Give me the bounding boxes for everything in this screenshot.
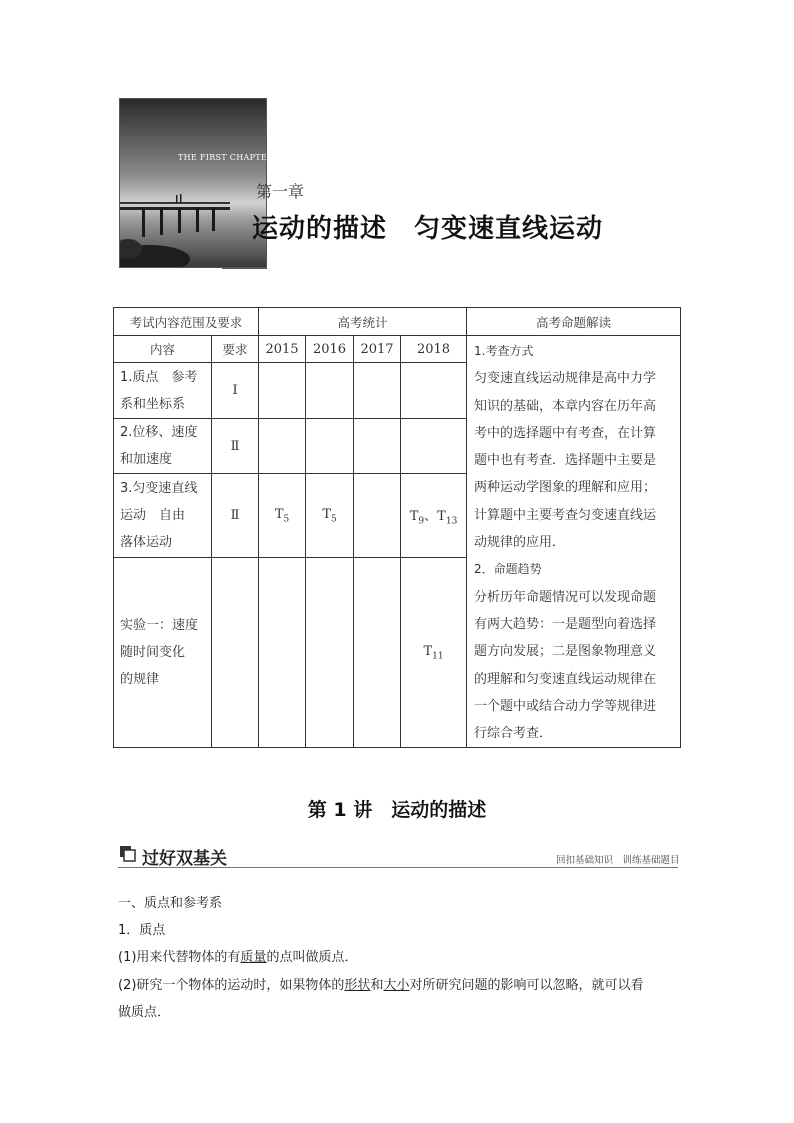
paragraph-2: (2)研究一个物体的运动时，如果物体的形状和大小对所研究问题的影响可以忽略，就可以看 [118,978,644,993]
exam-overview-table [113,307,681,748]
header-interpretation: 高考命题解读 [467,308,681,336]
paragraph-1: (1)用来代替物体的有质量的点叫做质点． [118,950,358,965]
cell-2015 [259,558,306,748]
interp-line: 行综合考查． [474,726,553,742]
chapter-cover-photo [119,98,267,268]
interp-line: 匀变速直线运动规律是高中力学 [474,371,657,387]
heading-quality-point: 1．质点 [118,923,166,938]
cell-2018 [401,418,467,474]
cell-2015: $T_5$ [259,474,306,558]
content-line: 1.质点 参考 [120,369,198,385]
interp-line: 计算题中主要考查匀变速直线运 [474,507,657,523]
interp-line: 一个题中或结合动力学等规律进 [474,698,657,714]
chapter-title: 运动的描述 匀变速直线运动 [252,214,604,244]
interp-line: 题中也有考查．选择题中主要是 [474,453,657,469]
cell-2017 [354,558,401,748]
interp-line: 动规律的应用． [474,535,566,551]
year-2017: 2017 [354,336,401,363]
section-title: 过好双基关 [142,849,227,869]
content-line: 随时间变化 [120,645,186,661]
content-line: 2.位移、速度 [120,425,198,441]
cell-2016 [306,558,354,748]
content-line: 落体运动 [120,535,173,551]
interp-line: 1.考查方式 [474,344,534,358]
interp-line: 考中的选择题中有考查，在计算 [474,425,657,441]
interp-line: 2．命题趋势 [474,562,542,577]
cell-2015 [259,418,306,474]
row-content [114,558,212,748]
interp-line: 题方向发展；二是图象物理意义 [474,644,657,660]
lecture-title: 第 1 讲 运动的描述 [307,799,487,821]
cell-2016: $T_5$ [306,474,354,558]
row-content [114,363,212,419]
interp-line: 知识的基础，本章内容在历年高 [474,398,657,414]
paragraph-2-continued: 做质点． [118,1005,171,1020]
cell-2017 [354,418,401,474]
year-2015: 2015 [259,336,306,363]
content-line: 3.匀变速直线 [120,481,198,497]
cell-2018: $T_9$、$T_{13}$ [401,474,467,558]
chapter-label: 第一章 [256,182,305,201]
interpretation-cell [467,336,681,748]
cell-2017 [354,474,401,558]
section-divider [118,867,678,868]
section-subtitle: 回扣基础知识 训练基础题目 [556,855,680,866]
row-requirement: Ⅱ [212,418,259,474]
heading-quality-point-reference: 一、质点和参考系 [118,896,223,911]
header-stats: 高考统计 [259,308,467,336]
row-requirement [212,558,259,748]
subheader-requirement: 要求 [212,336,259,363]
content-line: 实验一：速度 [120,618,199,634]
row-content [114,474,212,558]
photo-caption: THE FIRST CHAPTER [178,153,274,162]
interp-line: 有两大趋势：一是题型向着选择 [474,616,657,632]
cell-2017 [354,363,401,419]
content-line: 系和坐标系 [120,396,186,412]
cell-2015 [259,363,306,419]
cell-2016 [306,418,354,474]
subheader-content: 内容 [114,336,212,363]
row-content [114,418,212,474]
interp-line: 分析历年命题情况可以发现命题 [474,589,657,605]
section-square-icon [120,846,136,862]
year-2018: 2018 [401,336,467,363]
content-line: 和加速度 [120,452,173,468]
year-2016: 2016 [306,336,354,363]
cell-2018 [401,363,467,419]
cell-2016 [306,363,354,419]
header-scope: 考试内容范围及要求 [114,308,259,336]
row-requirement: Ⅰ [212,363,259,419]
content-line: 运动 自由 [120,508,186,524]
interp-line: 两种运动学图象的理解和应用； [474,480,657,496]
interp-line: 的理解和匀变速直线运动规律在 [474,671,657,687]
cell-2018: $T_{11}$ [401,558,467,748]
content-line: 的规律 [120,672,160,688]
row-requirement: Ⅱ [212,474,259,558]
